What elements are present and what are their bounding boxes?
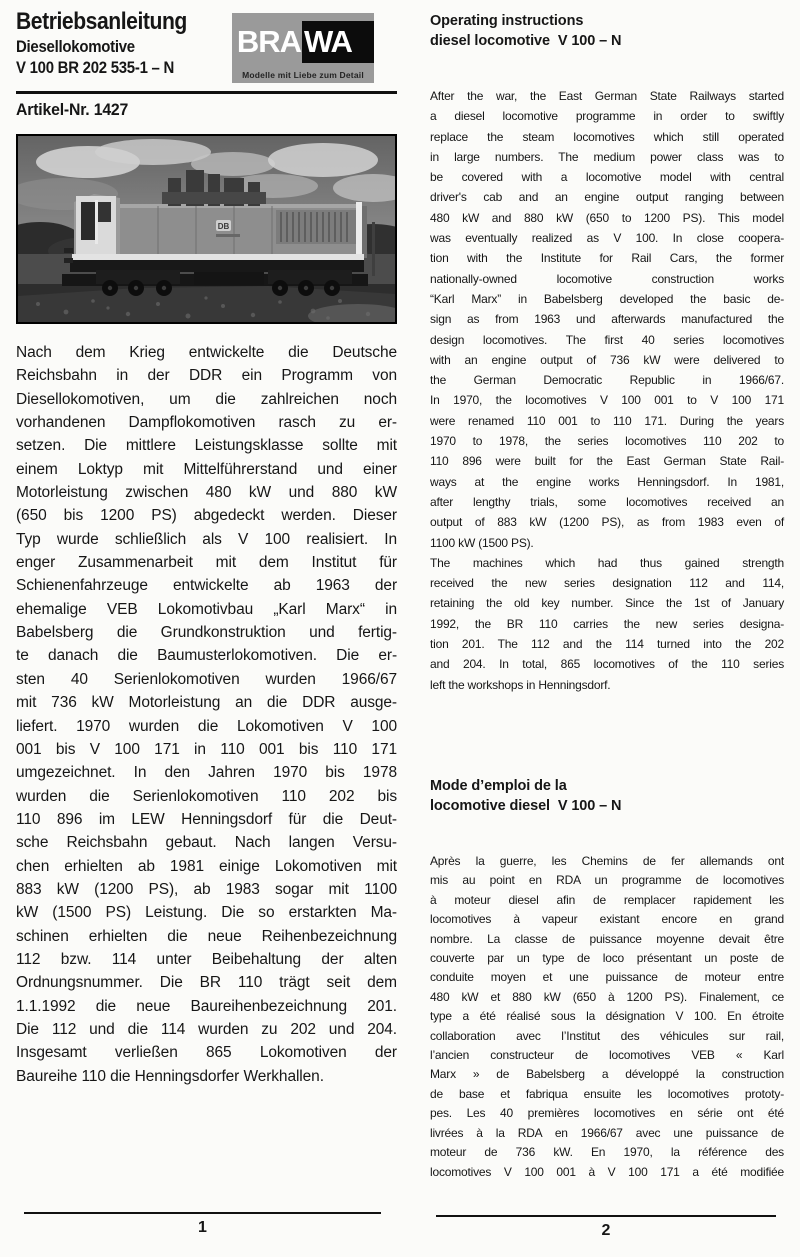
text-line: sten 40 Serienlokomotiven wurden 1966/67 [16,670,397,688]
text-line: locomotives V 100 001 à V 100 171 a été modifiée [430,1164,784,1179]
english-title-line-1: Operating instructions [430,13,584,29]
brawa-logo [232,13,374,83]
french-paragraph [430,852,784,1182]
text-line: locomotives à vapeur existant encore en grand [430,912,784,927]
text-line: liefert. 1970 wurden die Lokomotiven V 100 [16,717,397,735]
text-line: Ordnungsnummer. Die BR 110 trägt seit dem [16,974,397,992]
text-line: Insgesamt verließen 865 Lokomotiven der [16,1044,397,1062]
text-line: Nach dem Krieg entwickelte die Deutsche [16,344,397,361]
text-line: l’ancien constructeur de locomotives VEB « Karl [430,1048,784,1063]
text-line: 001 bis V 100 171 in 110 001 bis 110 171 [16,740,397,758]
text-line: Baureihe 110 die Henningsdorfer Werkhallen. [16,1067,324,1085]
svg-text:DB: DB [217,222,230,231]
page-number-right: 2 [601,1222,611,1239]
text-line: 1992, the BR 110 carries the new series designa- [430,616,784,631]
text-line: Schienenfahrzeuge entwickelte ab 1963 der [16,577,397,595]
text-line: Motorleistung zwischen 480 kW und 880 kW [16,484,397,502]
text-line: nombre. La classe de puissance moyenne devait être [430,931,784,946]
text-line: ways at the engine works Henningsdorf. In 1981, [430,474,784,489]
text-line: chen erhielten ab 1981 einige Lokomotiven mit [16,857,397,875]
text-line: Marx » de Babelsberg a développé la construction [430,1067,784,1082]
german-paragraph [16,341,397,1088]
text-line: retaining the old key number. Since the 1st of January [430,596,784,611]
french-section-title [430,777,784,816]
text-line: pes. Les 40 premières locomotives en série ont été [430,1106,784,1121]
page-subtitle-1: Diesellokomotive [16,37,135,56]
page-subtitle-2: V 100 BR 202 535-1 – N [16,58,175,77]
english-title-line-2: diesel locomotive V 100 – N [430,32,622,49]
text-line: 110 896 im LEW Henningsdorf für die Deut- [16,810,397,828]
text-line: received the new series designation 112 and 114, [430,576,784,591]
text-line: left the workshops in Henningsdorf. [430,677,611,692]
text-line: te danach die Baumusterlokomotiven. Die er- [16,647,397,665]
text-line: 480 kW and 880 kW (650 to 1200 PS). This model [430,210,784,225]
text-line: Après la guerre, les Chemins de fer allemands ont [430,854,784,868]
text-line: conduite moyen et une puissance de moteur entre [430,970,784,985]
text-line: schinen erhielten die neue Reihenbezeichnung [16,927,397,945]
english-paragraph-2 [430,553,784,695]
text-line: 1970 to 1978, the series locomotives 110 202 to [430,434,784,449]
text-line: kW (1500 PS) Leistung. Die so erstarkten Ma- [16,904,397,922]
text-line: moteur de 736 kW. En 1970, la référence des [430,1145,784,1160]
text-line: 110 896 were built for the East German State Rail- [430,454,784,469]
text-line: 112 bzw. 114 unter Beibehaltung der alten [16,950,397,968]
text-line: 1.1.1992 die neue Baureihenbezeichnung 201. [16,997,397,1015]
text-line: (650 bis 1200 PS) abgedeckt werden. Dieser [16,507,397,525]
text-line: Typ wurde schließlich als V 100 realisiert. In [16,530,397,548]
text-line: livrées à la RDA en 1966/67 avec une puissance de [430,1125,784,1140]
header-divider-rule [16,91,397,94]
text-line: with an engine output of 736 kW were delivered to [430,352,784,367]
text-line: driver's cab and an engine output ranging between [430,190,784,205]
text-line: Reichsbahn in der DDR ein Programm von [16,367,397,385]
text-line: “Karl Marx” in Babelsberg developed the basic de- [430,291,784,306]
text-line: setzen. Die mittlere Leistungsklasse sollte mit [16,437,397,455]
brawa-logo-text-bra: BRA [236,24,301,59]
brawa-logo-tagline: Modelle mit Liebe zum Detail [242,70,364,80]
text-line: a diesel locomotive programme in order to swiftly [430,109,784,124]
french-title-line-2: locomotive diesel V 100 – N [430,797,622,814]
text-line: einem Loktyp mit Mittelführerstand und einer [16,460,397,478]
footer-rule-right [436,1215,776,1217]
text-line: design locomotives. The first 40 series locomotives [430,332,784,347]
page-title: Betriebsanleitung [16,8,187,35]
text-line: collaboration avec l’Institut des véhicules sur rail, [430,1028,784,1043]
text-line: After the war, the East German State Railways started [430,89,784,103]
text-line: 883 kW (1200 PS), ab 1983 sogar mit 1100 [16,880,397,898]
text-line: de base et fabriqua ensuite les locomotives prototy- [430,1086,784,1101]
text-line: sche Reichsbahn gebaut. Nach langen Versu- [16,834,397,852]
text-line: 480 kW et 880 kW (650 à 1200 PS). Finalement, ce [430,989,784,1004]
text-line: 1100 kW (1500 PS). [430,535,534,550]
text-line: mis au point en RDA un programme de locomotives [430,873,784,888]
text-line: be covered with a locomotive model with central [430,170,784,185]
article-number: Artikel-Nr. 1427 [16,100,129,119]
text-line: couverte par un type de loco présentant un poste de [430,951,784,966]
text-line: à moteur diesel afin de remplacer rapidement les [430,892,784,907]
text-line: wurden die Serienlokomotiven 110 202 bis [16,787,397,805]
text-line: after lengthy trials, some locomotives received an [430,494,784,509]
french-title-line-1: Mode d’emploi de la [430,778,567,794]
text-line: output of 883 kW (1200 PS), as from 1983 even of [430,515,784,530]
text-line: were renamed 110 001 to 110 171. During the years [430,413,784,428]
text-line: tion with the Institute for Rail Cars, the former [430,251,784,266]
page-number-left: 1 [198,1219,207,1236]
english-text [430,86,784,695]
text-line: the German Democratic Republic in 1966/67. [430,373,784,388]
text-line: mit 736 kW Motorleistung an die DDR ausge- [16,694,397,712]
text-line: enger Zusammenarbeit mit dem Institut für [16,554,397,572]
text-line: ehemalige VEB Lokomotivbau „Karl Marx“ in [16,600,397,618]
locomotive-photo [16,134,397,324]
text-line: in large numbers. The medium power class was to [430,149,784,164]
text-line: was eventually realized as V 100. In close coopera- [430,231,784,246]
text-line: The machines which had thus gained strength [430,555,784,570]
text-line: tion 201. The 112 and the 114 turned into the 202 [430,637,784,652]
brawa-logo-wordmark [232,21,374,63]
text-line: Diesellokomotiven, um die zahlreichen noch [16,390,397,408]
text-line: nationally-owned locomotive construction works [430,271,784,286]
text-line: In 1970, the locomotives V 100 001 to V 100 171 [430,393,784,408]
locomotive-photo-illustration [18,136,395,322]
brawa-logo-text-wa: WA [302,21,374,63]
text-line: sign as from 1963 und afterwards manufactured the [430,312,784,327]
text-line: replace the steam locomotives which still operated [430,129,784,144]
english-paragraph-1 [430,86,784,553]
text-line: Die 112 und die 114 wurden zu 202 und 204. [16,1020,397,1038]
text-line: umgezeichnet. In den Jahren 1970 bis 1978 [16,764,397,782]
text-line: and 204. In total, 865 locomotives of the 110 series [430,657,784,672]
text-line: vorhandenen Dampflokomotiven rasch zu er- [16,414,397,432]
text-line: type a été réalisé sous la désignation V 100. En étroite [430,1009,784,1024]
text-line: Babelsberg die Grundkonstruktion und fertig- [16,624,397,642]
english-section-title [430,12,784,51]
footer-rule-left [24,1212,381,1214]
